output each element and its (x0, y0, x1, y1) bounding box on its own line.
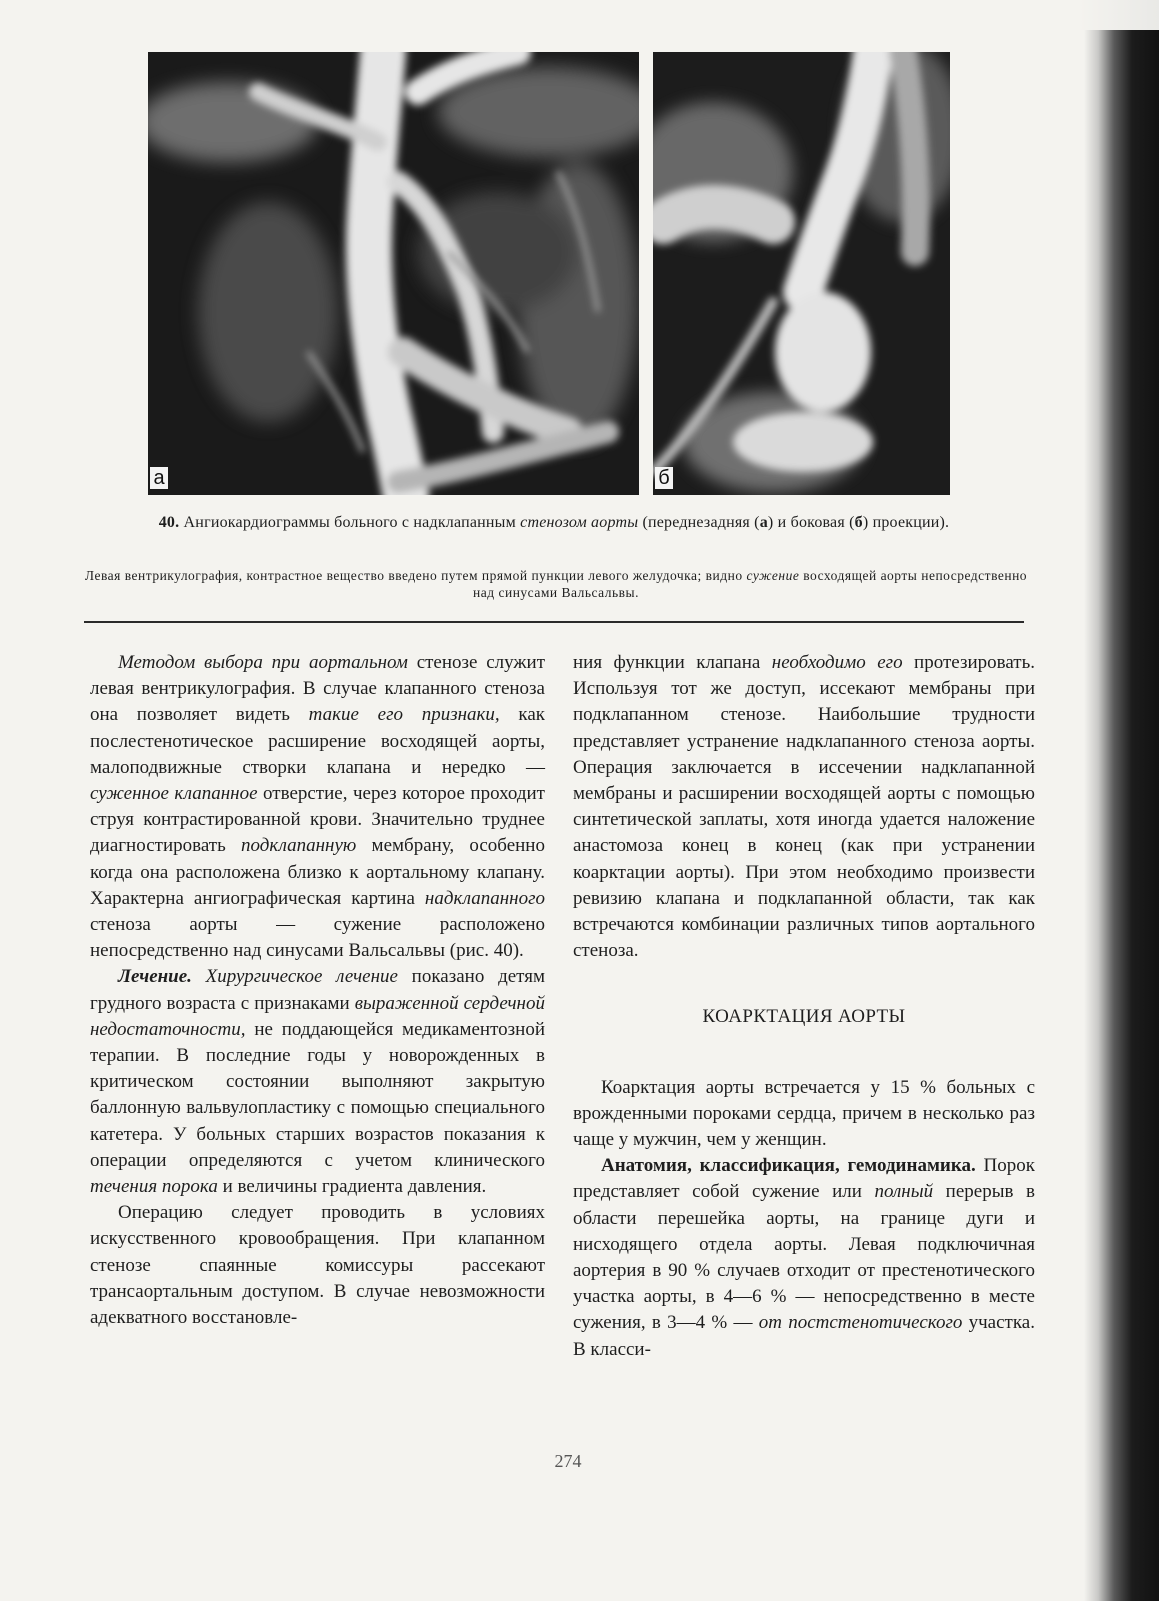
caption-italic: стенозом аорты (520, 514, 639, 531)
caption-label-a: а (759, 514, 768, 531)
italic-text: Методом выбора при аортальном (118, 652, 408, 673)
text: отверстие, через которое проходит струя контрастированной крови. Значительно труднее диагностировать (90, 783, 545, 857)
right-column (573, 650, 1035, 1363)
text: мембрану, особенно когда она расположена близко к аортальному клапану. Характерна ангиографическая картина (90, 835, 545, 909)
page-edge-shadow (1079, 0, 1159, 30)
angiogram-lateral-image (653, 52, 950, 495)
caption-text: Ангиокардиограммы больного с надклапанным (183, 514, 521, 531)
text: протезировать. Используя тот же доступ, иссекают мембраны при подклапанном стенозе. Наибольшие трудности представляет устранение надклапанного стеноза аорты. Операция заключается в иссечении надклапанной мембраны и расширении восходящей аорты с помощью синтетической заплаты, хотя иногда удается наложение анастомоза конец в конец (как при устранении коарктации аорты). При этом необходимо произвести ревизию клапана и подклапанной области, так как встречаются комбинации различных типов аортального стеноза. (573, 652, 1035, 962)
text: не поддающейся медикаментозной терапии. В последние годы у новорожденных в критическом состоянии выполняют закрытую баллонную вальвулопластику с помощью специального катетера. У больных старших возрастов показания к операции определяются с учетом клинического (90, 1018, 545, 1171)
text: Порок представляет собой сужение или (573, 1155, 1035, 1203)
caption-text: ) и боковая ( (767, 514, 855, 531)
text: и величины градиента давления. (217, 1176, 487, 1198)
horizontal-rule (84, 621, 1024, 623)
text: показано детям грудного возраста с признаками (90, 966, 545, 1014)
note-text: Левая вентрикулография, контрастное вещество введено путем прямой пункции левого желудочка; видно (84, 568, 747, 583)
figure-40 (148, 52, 950, 495)
note-italic: сужение (746, 568, 800, 583)
italic-text: суженное клапанное (90, 783, 258, 805)
figure-number: 40. (158, 514, 180, 531)
paragraph-anatomy (573, 1153, 1035, 1363)
text: стеноза аорты — сужение расположено непосредственно над синусами Вальсальвы (рис. 40). (90, 914, 545, 962)
text: участка. В класси- (573, 1312, 1035, 1360)
panel-label-b: б (655, 467, 673, 489)
italic-text: подклапанную (240, 835, 357, 857)
angiogram-anteroposterior-image (148, 52, 639, 495)
section-heading: КОАРКТАЦИЯ АОРТЫ (702, 1006, 906, 1028)
text: стенозе служит левая вентрикулография. В случае клапанного стеноза она позволяет видеть (90, 652, 545, 726)
page-number: 274 (554, 1451, 582, 1471)
italic-text: выраженной сердечной недостаточности, (90, 992, 545, 1040)
italic-text: течения порока (90, 1176, 218, 1198)
italic-text: необходимо его (771, 652, 903, 673)
caption-text: (переднезадняя ( (638, 514, 760, 531)
left-column (90, 650, 545, 1331)
paragraph (90, 650, 545, 964)
italic-text: надклапанного (424, 887, 545, 909)
paragraph: Операцию следует проводить в условиях искусственного кровообращения. При клапанном стенозе спаянные комиссуры рассекают трансаортальным доступом. В случае невозможности адекватного восстановле- (90, 1202, 545, 1329)
italic-text: от постстенотического (758, 1312, 963, 1334)
italic-text: такие его признаки, (308, 704, 500, 726)
text: перерыв в области перешейка аорты, на границе дуги и нисходящего отдела аорты. Левая подключичная аортерия в 90 % случаев отходит от престенотического участка аорты, в 4—6 % — непосредственно в месте сужения, в 3—4 % — (573, 1181, 1035, 1334)
paragraph (573, 650, 1035, 964)
figure-caption (84, 513, 1024, 532)
paragraph: Коарктация аорты встречается у 15 % больных с врожденными пороками сердца, причем в несколько раз чаще у мужчин, чем у женщин. (573, 1076, 1035, 1151)
run-in-heading: Лечение. (118, 966, 192, 988)
book-gutter-shadow (1084, 30, 1159, 1601)
figure-note (84, 567, 1028, 601)
paragraph-treatment (90, 964, 545, 1200)
note-text: восходящей аорты непосредственно над синусами Вальсальвы. (473, 568, 1028, 600)
panel-label-a: а (150, 467, 168, 489)
italic-text: полный (874, 1181, 934, 1203)
text: как послестенотическое расширение восходящей аорты, малоподвижные створки клапана и нередко — (90, 704, 545, 778)
italic-text: Хирургическое лечение (191, 966, 398, 988)
caption-label-b: б (854, 514, 863, 531)
caption-text: ) проекции). (862, 514, 950, 531)
run-in-heading: Анатомия, классификация, гемодинамика. (601, 1155, 976, 1177)
text: ния функции клапана (573, 652, 772, 673)
